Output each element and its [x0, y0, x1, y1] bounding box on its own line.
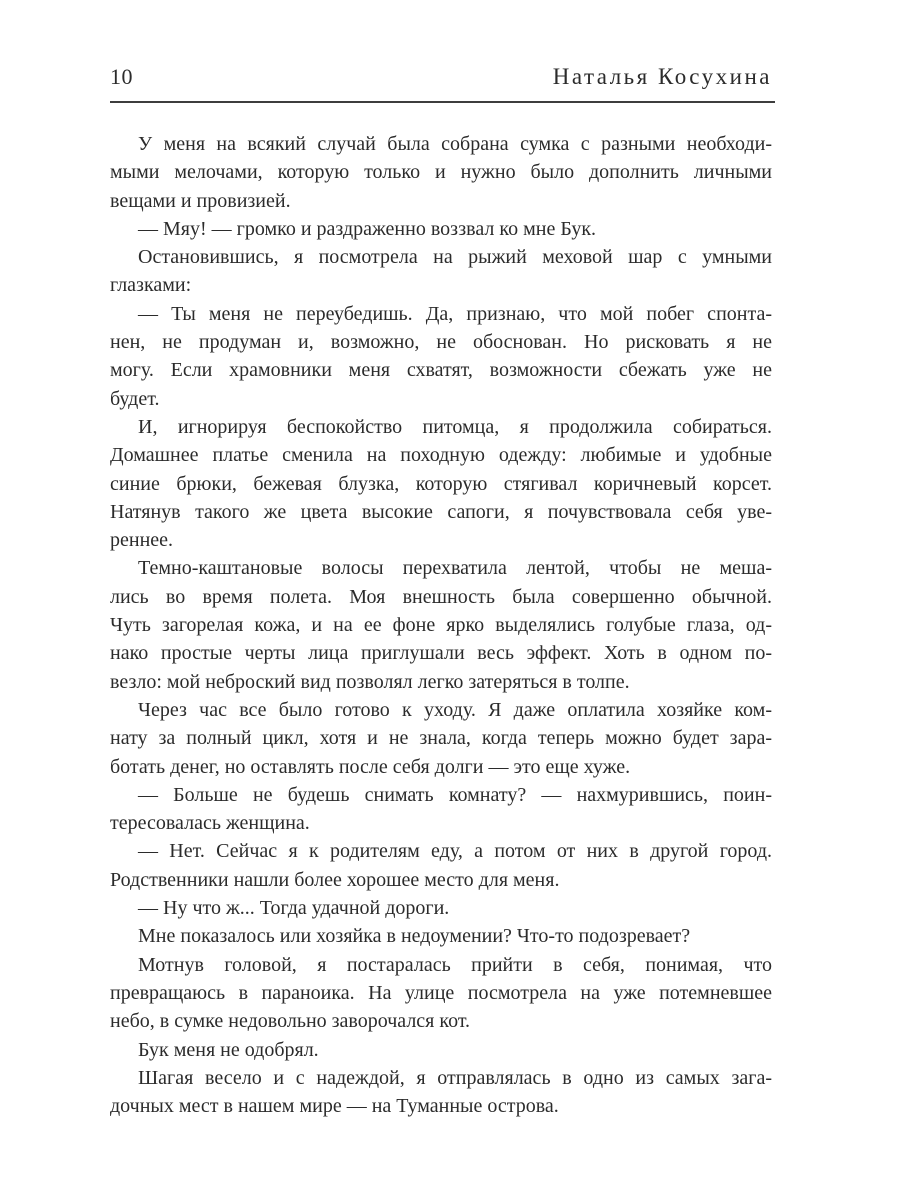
paragraph [110, 243, 772, 300]
paragraph [110, 696, 772, 781]
text-line: реннее. [110, 529, 174, 552]
paragraph [110, 781, 772, 838]
text-line: превращаюсь в параноика. На улице посмотрела на уже потемневшее [110, 981, 772, 1004]
paragraph [110, 922, 772, 950]
text-line: Темно-каштановые волосы перехватила лентой, чтобы не меша- [138, 557, 772, 580]
text-line: — Мяу! — громко и раздраженно воззвал ко мне Бук. [138, 217, 597, 240]
text-line: вещами и провизией. [110, 189, 291, 212]
text-line: — Ну что ж... Тогда удачной дороги. [138, 897, 450, 920]
paragraph [110, 837, 772, 894]
text-line: Через час все было готово к уходу. Я даже оплатила хозяйке ком- [138, 698, 772, 721]
text-line: нату за полный цикл, хотя и не знала, когда теперь можно будет зара- [110, 727, 772, 750]
text-line: Мне показалось или хозяйка в недоумении? Что-то подозревает? [138, 925, 691, 948]
text-line: У меня на всякий случай была собрана сумка с разными необходи- [138, 133, 772, 155]
running-head-author: Наталья Косухина [552, 64, 772, 89]
text-line: везло: мой неброский вид позволял легко затеряться в толпе. [110, 670, 630, 693]
text-line: И, игнорируя беспокойство питомца, я продолжила собираться. [138, 415, 772, 438]
text-line: Домашнее платье сменила на походную одежду: любимые и удобные [110, 444, 772, 467]
text-line: Бук меня не одобрял. [138, 1038, 319, 1061]
page-number: 10 [110, 64, 133, 89]
text-line: Остановившись, я посмотрела на рыжий меховой шар с умными [138, 246, 772, 269]
paragraph [110, 951, 772, 1036]
paragraph [110, 130, 772, 215]
paragraph [110, 1036, 772, 1064]
header-rule [110, 101, 775, 103]
text-line: тересовалась женщина. [110, 812, 310, 835]
text-line: Родственники нашли более хорошее место для меня. [110, 868, 560, 891]
text-line: нен, не продуман и, возможно, не обоснован. Но рисковать я не [110, 331, 772, 354]
text-line: синие брюки, бежевая блузка, которую стягивал коричневый корсет. [110, 472, 772, 495]
text-line: ботать денег, но оставлять после себя долги — это еще хуже. [110, 755, 631, 778]
text-line: небо, в сумке недовольно заворочался кот. [110, 1010, 471, 1033]
paragraph [110, 894, 772, 922]
body-text [110, 130, 772, 1120]
text-line: — Больше не будешь снимать комнату? — нахмурившись, поин- [138, 783, 772, 806]
text-line: будет. [110, 387, 160, 410]
text-line: дочных мест в нашем мире — на Туманные острова. [110, 1095, 559, 1118]
paragraph [110, 300, 772, 413]
text-line: — Ты меня не переубедишь. Да, признаю, что мой побег спонта- [138, 302, 772, 325]
paragraph [110, 554, 772, 695]
page-header [110, 64, 772, 90]
text-line: могу. Если храмовники меня схватят, возможности сбежать уже не [110, 359, 772, 382]
text-line: Мотнув головой, я постаралась прийти в себя, понимая, что [138, 953, 772, 976]
paragraph [110, 413, 772, 554]
text-line: Натянув такого же цвета высокие сапоги, я почувствовала себя уве- [110, 500, 772, 523]
text-line: Шагая весело и с надеждой, я отправлялась в одно из самых зага- [138, 1066, 772, 1089]
text-line: — Нет. Сейчас я к родителям еду, а потом от них в другой город. [138, 840, 772, 863]
text-line: Чуть загорелая кожа, и на ее фоне ярко выделялись голубые глаза, од- [110, 614, 772, 637]
text-line: лись во время полета. Моя внешность была совершенно обычной. [110, 585, 772, 608]
paragraph [110, 1064, 772, 1121]
text-line: глазками: [110, 274, 192, 297]
text-line: мыми мелочами, которую только и нужно было дополнить личными [110, 161, 772, 184]
text-line: нако простые черты лица приглушали весь эффект. Хоть в одном по- [110, 642, 772, 665]
paragraph [110, 215, 772, 243]
